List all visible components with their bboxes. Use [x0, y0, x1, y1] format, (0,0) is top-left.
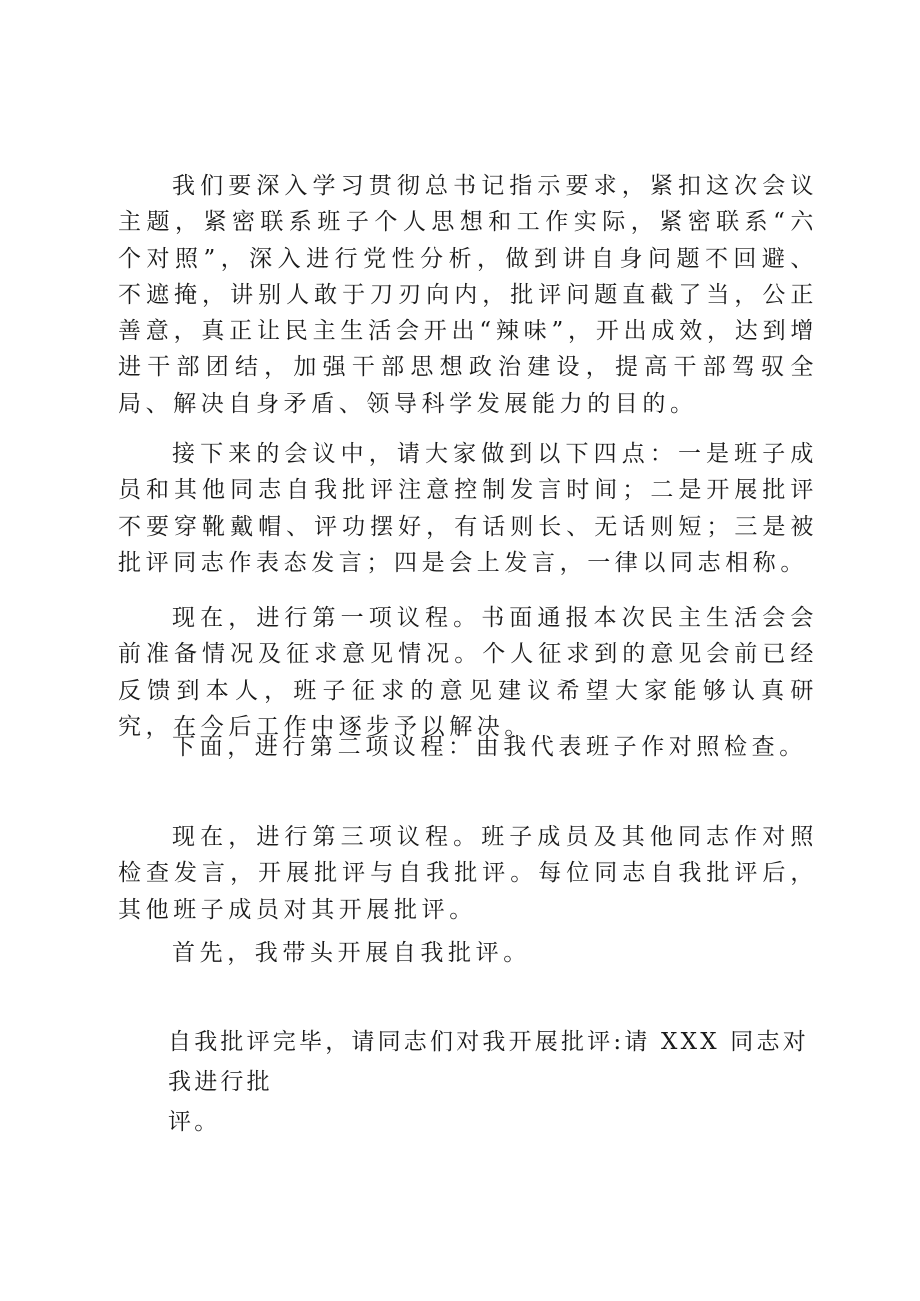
paragraph-agenda-item-one: 现在，进行第一项议程。书面通报本次民主生活会会前准备情况及征求意见情况。个人征求到的意见会前已经反馈到本人，班子征求的意见建议希望大家能够认真研究，在今后工作中逐步予以解决。	[118, 605, 818, 740]
paragraph-closing	[168, 1022, 813, 1142]
paragraph-agenda-item-two: 下面，进行第二项议程：由我代表班子作对照检查。	[172, 734, 807, 760]
paragraph-four-points: 接下来的会议中，请大家做到以下四点：一是班子成员和其他同志自我批评注意控制发言时间；二是开展批评不要穿靴戴帽、评功摆好，有话则长、无话则短；三是被批评同志作表态发言；四是会上发言，一律以同志相称。	[118, 441, 818, 576]
paragraph-agenda-item-three: 现在，进行第三项议程。班子成员及其他同志作对照检查发言，开展批评与自我批评。每位同志自我批评后，其他班子成员对其开展批评。	[118, 824, 818, 923]
paragraph-meeting-requirements: 我们要深入学习贯彻总书记指示要求，紧扣这次会议主题，紧密联系班子个人思想和工作实际，紧密联系“六个对照”，深入进行党性分析，做到讲自身问题不回避、不遮掩，讲别人敢于刀刃向内，批评问题直截了当，公正善意，真正让民主生活会开出“辣味”，开出成效，达到增进干部团结，加强干部思想政治建设，提高干部驾驭全局、解决自身矛盾、领导科学发展能力的目的。	[118, 173, 818, 417]
closing-line-1: 自我批评完毕，请同志们对我开展批评:请 XXX 同志对我进行批	[168, 1029, 809, 1095]
closing-line-2: 评。	[168, 1109, 221, 1135]
paragraph-self-criticism-start: 首先，我带头开展自我批评。	[172, 940, 531, 966]
